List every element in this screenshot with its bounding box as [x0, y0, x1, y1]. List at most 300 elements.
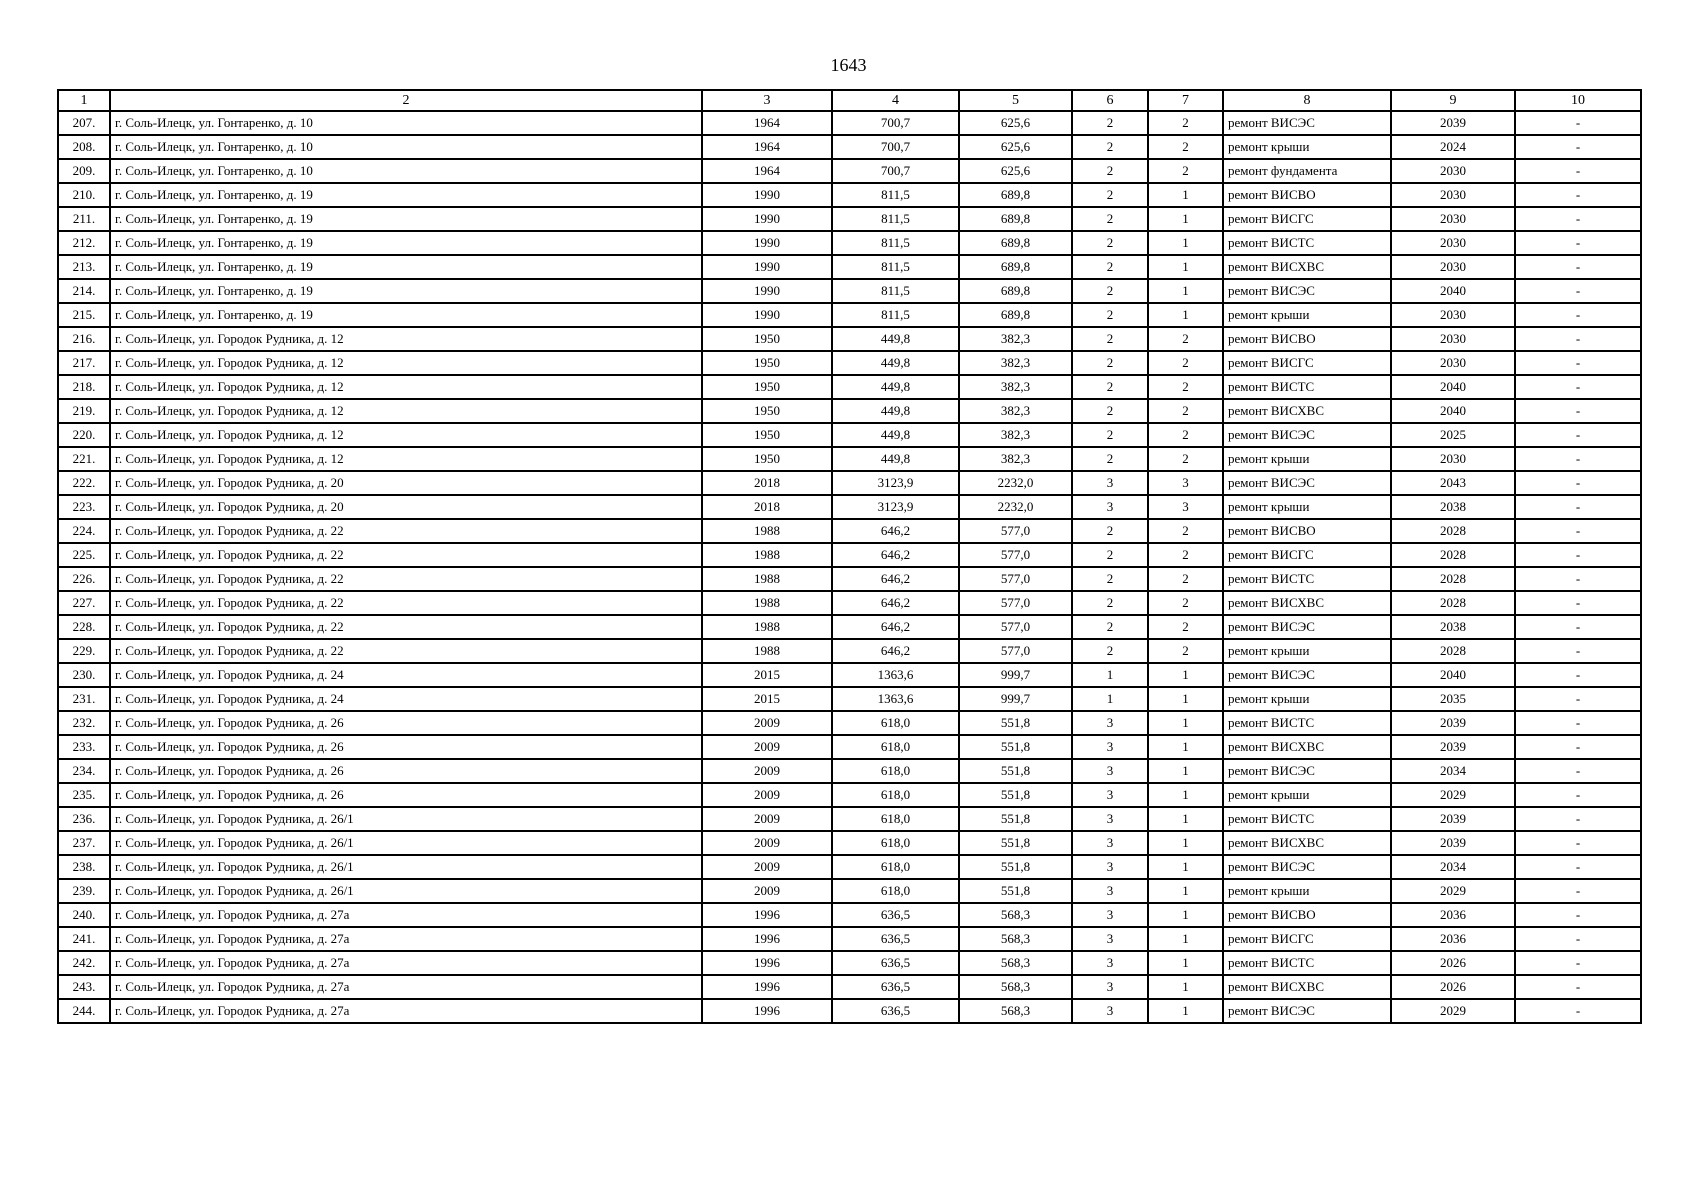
- cell-entrances: 2: [1148, 519, 1223, 543]
- cell-row-number: 209.: [58, 159, 110, 183]
- cell-repair-year: 2036: [1391, 903, 1515, 927]
- table-row: [58, 615, 1641, 639]
- cell-row-number: 231.: [58, 687, 110, 711]
- table-row: [58, 471, 1641, 495]
- cell-row-number: 210.: [58, 183, 110, 207]
- cell-note: -: [1515, 207, 1641, 231]
- table-row: [58, 591, 1641, 615]
- cell-row-number: 214.: [58, 279, 110, 303]
- cell-living-area: 382,3: [959, 327, 1072, 351]
- cell-floors: 2: [1072, 615, 1148, 639]
- cell-address: г. Соль-Илецк, ул. Городок Рудника, д. 26/1: [110, 807, 702, 831]
- cell-entrances: 1: [1148, 255, 1223, 279]
- cell-total-area: 618,0: [832, 855, 959, 879]
- cell-living-area: 551,8: [959, 783, 1072, 807]
- cell-total-area: 646,2: [832, 591, 959, 615]
- cell-total-area: 618,0: [832, 879, 959, 903]
- cell-address: г. Соль-Илецк, ул. Городок Рудника, д. 22: [110, 519, 702, 543]
- cell-repair-type: ремонт ВИСХВС: [1223, 399, 1391, 423]
- cell-floors: 2: [1072, 423, 1148, 447]
- column-header-8: 8: [1223, 90, 1391, 111]
- cell-year-built: 2009: [702, 879, 832, 903]
- cell-entrances: 1: [1148, 999, 1223, 1023]
- table-row: [58, 111, 1641, 135]
- cell-repair-year: 2030: [1391, 255, 1515, 279]
- cell-total-area: 636,5: [832, 951, 959, 975]
- cell-repair-type: ремонт ВИСХВС: [1223, 255, 1391, 279]
- cell-row-number: 241.: [58, 927, 110, 951]
- column-header-3: 3: [702, 90, 832, 111]
- cell-living-area: 382,3: [959, 399, 1072, 423]
- cell-repair-year: 2030: [1391, 447, 1515, 471]
- cell-entrances: 2: [1148, 111, 1223, 135]
- cell-floors: 2: [1072, 327, 1148, 351]
- table-row: [58, 351, 1641, 375]
- cell-note: -: [1515, 471, 1641, 495]
- cell-note: -: [1515, 135, 1641, 159]
- cell-entrances: 2: [1148, 399, 1223, 423]
- cell-repair-year: 2039: [1391, 807, 1515, 831]
- cell-address: г. Соль-Илецк, ул. Гонтаренко, д. 10: [110, 135, 702, 159]
- cell-note: -: [1515, 111, 1641, 135]
- cell-living-area: 2232,0: [959, 471, 1072, 495]
- cell-floors: 2: [1072, 447, 1148, 471]
- repair-schedule-table: [57, 89, 1642, 1024]
- cell-year-built: 2009: [702, 759, 832, 783]
- cell-address: г. Соль-Илецк, ул. Городок Рудника, д. 27а: [110, 975, 702, 999]
- column-header-5: 5: [959, 90, 1072, 111]
- cell-living-area: 577,0: [959, 543, 1072, 567]
- cell-row-number: 239.: [58, 879, 110, 903]
- cell-repair-type: ремонт ВИСТС: [1223, 711, 1391, 735]
- column-header-9: 9: [1391, 90, 1515, 111]
- table-row: [58, 495, 1641, 519]
- cell-floors: 3: [1072, 879, 1148, 903]
- cell-repair-year: 2030: [1391, 207, 1515, 231]
- cell-living-area: 625,6: [959, 111, 1072, 135]
- cell-address: г. Соль-Илецк, ул. Городок Рудника, д. 26: [110, 759, 702, 783]
- cell-repair-type: ремонт ВИСГС: [1223, 543, 1391, 567]
- cell-total-area: 646,2: [832, 543, 959, 567]
- cell-row-number: 220.: [58, 423, 110, 447]
- cell-repair-type: ремонт крыши: [1223, 135, 1391, 159]
- cell-entrances: 1: [1148, 903, 1223, 927]
- cell-address: г. Соль-Илецк, ул. Гонтаренко, д. 19: [110, 183, 702, 207]
- cell-row-number: 244.: [58, 999, 110, 1023]
- cell-floors: 1: [1072, 663, 1148, 687]
- cell-year-built: 1988: [702, 519, 832, 543]
- cell-address: г. Соль-Илецк, ул. Гонтаренко, д. 19: [110, 303, 702, 327]
- cell-row-number: 225.: [58, 543, 110, 567]
- cell-note: -: [1515, 663, 1641, 687]
- table-row: [58, 711, 1641, 735]
- cell-entrances: 2: [1148, 543, 1223, 567]
- cell-living-area: 689,8: [959, 207, 1072, 231]
- cell-note: -: [1515, 495, 1641, 519]
- cell-entrances: 1: [1148, 975, 1223, 999]
- cell-entrances: 1: [1148, 663, 1223, 687]
- cell-note: -: [1515, 639, 1641, 663]
- table-row: [58, 639, 1641, 663]
- cell-floors: 2: [1072, 351, 1148, 375]
- cell-note: -: [1515, 687, 1641, 711]
- cell-entrances: 2: [1148, 423, 1223, 447]
- cell-total-area: 449,8: [832, 375, 959, 399]
- cell-repair-type: ремонт ВИСГС: [1223, 927, 1391, 951]
- cell-repair-type: ремонт крыши: [1223, 495, 1391, 519]
- cell-entrances: 1: [1148, 687, 1223, 711]
- cell-total-area: 811,5: [832, 255, 959, 279]
- cell-year-built: 1950: [702, 447, 832, 471]
- cell-repair-type: ремонт ВИСТС: [1223, 951, 1391, 975]
- cell-year-built: 1988: [702, 567, 832, 591]
- cell-entrances: 1: [1148, 927, 1223, 951]
- cell-note: -: [1515, 807, 1641, 831]
- cell-total-area: 1363,6: [832, 687, 959, 711]
- table-row: [58, 519, 1641, 543]
- cell-row-number: 236.: [58, 807, 110, 831]
- cell-row-number: 213.: [58, 255, 110, 279]
- table-row: [58, 951, 1641, 975]
- cell-row-number: 243.: [58, 975, 110, 999]
- table-row: [58, 159, 1641, 183]
- cell-floors: 3: [1072, 711, 1148, 735]
- cell-address: г. Соль-Илецк, ул. Городок Рудника, д. 12: [110, 327, 702, 351]
- table-row: [58, 807, 1641, 831]
- cell-living-area: 689,8: [959, 303, 1072, 327]
- cell-living-area: 551,8: [959, 711, 1072, 735]
- cell-repair-type: ремонт ВИСТС: [1223, 807, 1391, 831]
- cell-year-built: 1988: [702, 615, 832, 639]
- cell-repair-year: 2035: [1391, 687, 1515, 711]
- cell-row-number: 219.: [58, 399, 110, 423]
- cell-total-area: 636,5: [832, 975, 959, 999]
- cell-address: г. Соль-Илецк, ул. Городок Рудника, д. 26/1: [110, 831, 702, 855]
- cell-floors: 2: [1072, 639, 1148, 663]
- cell-address: г. Соль-Илецк, ул. Городок Рудника, д. 12: [110, 423, 702, 447]
- cell-floors: 2: [1072, 255, 1148, 279]
- cell-year-built: 2009: [702, 735, 832, 759]
- cell-note: -: [1515, 711, 1641, 735]
- column-header-7: 7: [1148, 90, 1223, 111]
- cell-address: г. Соль-Илецк, ул. Городок Рудника, д. 27а: [110, 999, 702, 1023]
- cell-repair-type: ремонт ВИСЭС: [1223, 471, 1391, 495]
- cell-year-built: 1964: [702, 111, 832, 135]
- cell-repair-type: ремонт ВИСВО: [1223, 183, 1391, 207]
- cell-address: г. Соль-Илецк, ул. Городок Рудника, д. 12: [110, 399, 702, 423]
- cell-entrances: 1: [1148, 303, 1223, 327]
- cell-note: -: [1515, 447, 1641, 471]
- table-body: [58, 111, 1641, 1023]
- cell-total-area: 449,8: [832, 399, 959, 423]
- cell-repair-year: 2028: [1391, 591, 1515, 615]
- cell-year-built: 1988: [702, 591, 832, 615]
- cell-total-area: 700,7: [832, 111, 959, 135]
- cell-floors: 2: [1072, 207, 1148, 231]
- cell-address: г. Соль-Илецк, ул. Городок Рудника, д. 27а: [110, 903, 702, 927]
- cell-floors: 3: [1072, 831, 1148, 855]
- cell-address: г. Соль-Илецк, ул. Городок Рудника, д. 22: [110, 615, 702, 639]
- table-row: [58, 375, 1641, 399]
- cell-entrances: 2: [1148, 135, 1223, 159]
- cell-row-number: 238.: [58, 855, 110, 879]
- cell-entrances: 3: [1148, 471, 1223, 495]
- table-row: [58, 831, 1641, 855]
- cell-repair-year: 2038: [1391, 615, 1515, 639]
- cell-floors: 2: [1072, 543, 1148, 567]
- cell-floors: 2: [1072, 135, 1148, 159]
- cell-living-area: 551,8: [959, 759, 1072, 783]
- cell-repair-type: ремонт крыши: [1223, 783, 1391, 807]
- cell-row-number: 216.: [58, 327, 110, 351]
- cell-total-area: 449,8: [832, 423, 959, 447]
- cell-entrances: 1: [1148, 735, 1223, 759]
- cell-repair-year: 2030: [1391, 351, 1515, 375]
- cell-repair-year: 2025: [1391, 423, 1515, 447]
- table-row: [58, 567, 1641, 591]
- table-row: [58, 663, 1641, 687]
- cell-year-built: 1990: [702, 231, 832, 255]
- cell-row-number: 223.: [58, 495, 110, 519]
- cell-repair-year: 2029: [1391, 879, 1515, 903]
- cell-address: г. Соль-Илецк, ул. Городок Рудника, д. 22: [110, 567, 702, 591]
- cell-repair-year: 2039: [1391, 735, 1515, 759]
- cell-address: г. Соль-Илецк, ул. Городок Рудника, д. 26: [110, 711, 702, 735]
- cell-floors: 2: [1072, 567, 1148, 591]
- cell-living-area: 568,3: [959, 975, 1072, 999]
- table-row: [58, 183, 1641, 207]
- cell-row-number: 208.: [58, 135, 110, 159]
- cell-address: г. Соль-Илецк, ул. Городок Рудника, д. 26: [110, 783, 702, 807]
- cell-row-number: 233.: [58, 735, 110, 759]
- cell-repair-year: 2039: [1391, 711, 1515, 735]
- cell-repair-type: ремонт ВИСГС: [1223, 207, 1391, 231]
- cell-repair-year: 2026: [1391, 975, 1515, 999]
- cell-total-area: 636,5: [832, 999, 959, 1023]
- cell-address: г. Соль-Илецк, ул. Городок Рудника, д. 26/1: [110, 855, 702, 879]
- cell-living-area: 577,0: [959, 519, 1072, 543]
- cell-note: -: [1515, 231, 1641, 255]
- cell-year-built: 1996: [702, 999, 832, 1023]
- cell-living-area: 689,8: [959, 231, 1072, 255]
- cell-repair-year: 2030: [1391, 303, 1515, 327]
- cell-floors: 3: [1072, 735, 1148, 759]
- cell-note: -: [1515, 423, 1641, 447]
- cell-note: -: [1515, 279, 1641, 303]
- cell-repair-type: ремонт ВИСГС: [1223, 351, 1391, 375]
- cell-total-area: 636,5: [832, 903, 959, 927]
- cell-note: -: [1515, 735, 1641, 759]
- cell-repair-type: ремонт ВИСЭС: [1223, 999, 1391, 1023]
- cell-living-area: 568,3: [959, 927, 1072, 951]
- cell-floors: 2: [1072, 303, 1148, 327]
- cell-total-area: 618,0: [832, 735, 959, 759]
- cell-note: -: [1515, 783, 1641, 807]
- cell-entrances: 1: [1148, 207, 1223, 231]
- cell-entrances: 2: [1148, 615, 1223, 639]
- cell-note: -: [1515, 831, 1641, 855]
- cell-repair-year: 2039: [1391, 111, 1515, 135]
- column-header-1: 1: [58, 90, 110, 111]
- cell-row-number: 222.: [58, 471, 110, 495]
- cell-repair-type: ремонт крыши: [1223, 687, 1391, 711]
- cell-note: -: [1515, 759, 1641, 783]
- cell-floors: 3: [1072, 855, 1148, 879]
- cell-note: -: [1515, 327, 1641, 351]
- table-row: [58, 975, 1641, 999]
- cell-note: -: [1515, 975, 1641, 999]
- cell-entrances: 2: [1148, 447, 1223, 471]
- cell-row-number: 230.: [58, 663, 110, 687]
- cell-total-area: 811,5: [832, 231, 959, 255]
- cell-total-area: 700,7: [832, 135, 959, 159]
- cell-total-area: 646,2: [832, 567, 959, 591]
- cell-row-number: 237.: [58, 831, 110, 855]
- cell-year-built: 1950: [702, 351, 832, 375]
- cell-floors: 3: [1072, 495, 1148, 519]
- cell-year-built: 1990: [702, 183, 832, 207]
- cell-address: г. Соль-Илецк, ул. Гонтаренко, д. 10: [110, 159, 702, 183]
- cell-living-area: 382,3: [959, 351, 1072, 375]
- cell-year-built: 1964: [702, 159, 832, 183]
- cell-note: -: [1515, 159, 1641, 183]
- cell-living-area: 2232,0: [959, 495, 1072, 519]
- cell-repair-year: 2036: [1391, 927, 1515, 951]
- cell-total-area: 618,0: [832, 831, 959, 855]
- cell-total-area: 646,2: [832, 519, 959, 543]
- cell-note: -: [1515, 375, 1641, 399]
- table-row: [58, 687, 1641, 711]
- cell-floors: 3: [1072, 903, 1148, 927]
- cell-floors: 3: [1072, 807, 1148, 831]
- cell-total-area: 1363,6: [832, 663, 959, 687]
- cell-floors: 3: [1072, 951, 1148, 975]
- cell-total-area: 700,7: [832, 159, 959, 183]
- cell-year-built: 2015: [702, 663, 832, 687]
- cell-repair-type: ремонт ВИСХВС: [1223, 735, 1391, 759]
- cell-repair-type: ремонт крыши: [1223, 447, 1391, 471]
- cell-living-area: 551,8: [959, 831, 1072, 855]
- cell-row-number: 226.: [58, 567, 110, 591]
- cell-row-number: 228.: [58, 615, 110, 639]
- cell-row-number: 212.: [58, 231, 110, 255]
- cell-repair-type: ремонт ВИСЭС: [1223, 615, 1391, 639]
- cell-floors: 3: [1072, 471, 1148, 495]
- cell-living-area: 577,0: [959, 591, 1072, 615]
- cell-entrances: 2: [1148, 159, 1223, 183]
- cell-note: -: [1515, 999, 1641, 1023]
- cell-living-area: 382,3: [959, 375, 1072, 399]
- cell-note: -: [1515, 855, 1641, 879]
- cell-row-number: 217.: [58, 351, 110, 375]
- cell-year-built: 1996: [702, 927, 832, 951]
- cell-year-built: 2018: [702, 471, 832, 495]
- cell-floors: 3: [1072, 999, 1148, 1023]
- table-row: [58, 135, 1641, 159]
- cell-floors: 2: [1072, 159, 1148, 183]
- cell-total-area: 618,0: [832, 783, 959, 807]
- cell-year-built: 1988: [702, 543, 832, 567]
- cell-living-area: 689,8: [959, 255, 1072, 279]
- cell-living-area: 999,7: [959, 663, 1072, 687]
- cell-total-area: 449,8: [832, 327, 959, 351]
- cell-total-area: 811,5: [832, 303, 959, 327]
- cell-note: -: [1515, 351, 1641, 375]
- cell-entrances: 2: [1148, 375, 1223, 399]
- cell-entrances: 1: [1148, 879, 1223, 903]
- cell-year-built: 1990: [702, 279, 832, 303]
- cell-total-area: 646,2: [832, 615, 959, 639]
- cell-address: г. Соль-Илецк, ул. Гонтаренко, д. 10: [110, 111, 702, 135]
- cell-year-built: 2009: [702, 855, 832, 879]
- cell-living-area: 551,8: [959, 879, 1072, 903]
- column-header-6: 6: [1072, 90, 1148, 111]
- cell-floors: 2: [1072, 591, 1148, 615]
- table-row: [58, 927, 1641, 951]
- cell-total-area: 811,5: [832, 207, 959, 231]
- cell-repair-type: ремонт ВИСВО: [1223, 327, 1391, 351]
- cell-repair-type: ремонт ВИСЭС: [1223, 855, 1391, 879]
- cell-floors: 2: [1072, 519, 1148, 543]
- cell-repair-year: 2028: [1391, 639, 1515, 663]
- table-row: [58, 423, 1641, 447]
- cell-floors: 3: [1072, 759, 1148, 783]
- cell-repair-year: 2040: [1391, 399, 1515, 423]
- table-row: [58, 279, 1641, 303]
- cell-year-built: 1996: [702, 975, 832, 999]
- cell-living-area: 999,7: [959, 687, 1072, 711]
- cell-floors: 3: [1072, 975, 1148, 999]
- cell-floors: 2: [1072, 279, 1148, 303]
- cell-note: -: [1515, 903, 1641, 927]
- cell-repair-year: 2028: [1391, 567, 1515, 591]
- cell-entrances: 1: [1148, 831, 1223, 855]
- table-row: [58, 735, 1641, 759]
- cell-address: г. Соль-Илецк, ул. Городок Рудника, д. 26: [110, 735, 702, 759]
- cell-entrances: 2: [1148, 351, 1223, 375]
- cell-entrances: 1: [1148, 855, 1223, 879]
- cell-repair-type: ремонт крыши: [1223, 879, 1391, 903]
- cell-living-area: 577,0: [959, 615, 1072, 639]
- cell-row-number: 211.: [58, 207, 110, 231]
- cell-living-area: 568,3: [959, 903, 1072, 927]
- table-row: [58, 999, 1641, 1023]
- cell-repair-year: 2040: [1391, 279, 1515, 303]
- cell-living-area: 551,8: [959, 807, 1072, 831]
- cell-entrances: 1: [1148, 759, 1223, 783]
- cell-repair-type: ремонт ВИСХВС: [1223, 975, 1391, 999]
- cell-year-built: 1988: [702, 639, 832, 663]
- table-row: [58, 399, 1641, 423]
- cell-note: -: [1515, 399, 1641, 423]
- cell-address: г. Соль-Илецк, ул. Городок Рудника, д. 27а: [110, 927, 702, 951]
- cell-year-built: 2009: [702, 807, 832, 831]
- page-number: 1643: [830, 55, 867, 75]
- cell-total-area: 811,5: [832, 279, 959, 303]
- table-row: [58, 903, 1641, 927]
- cell-address: г. Соль-Илецк, ул. Городок Рудника, д. 24: [110, 663, 702, 687]
- cell-repair-type: ремонт ВИСЭС: [1223, 663, 1391, 687]
- cell-address: г. Соль-Илецк, ул. Городок Рудника, д. 12: [110, 447, 702, 471]
- cell-repair-type: ремонт ВИСТС: [1223, 567, 1391, 591]
- cell-row-number: 218.: [58, 375, 110, 399]
- cell-address: г. Соль-Илецк, ул. Городок Рудника, д. 22: [110, 591, 702, 615]
- cell-address: г. Соль-Илецк, ул. Гонтаренко, д. 19: [110, 279, 702, 303]
- cell-repair-type: ремонт ВИСВО: [1223, 519, 1391, 543]
- cell-floors: 2: [1072, 231, 1148, 255]
- cell-year-built: 1990: [702, 207, 832, 231]
- cell-repair-type: ремонт ВИСХВС: [1223, 831, 1391, 855]
